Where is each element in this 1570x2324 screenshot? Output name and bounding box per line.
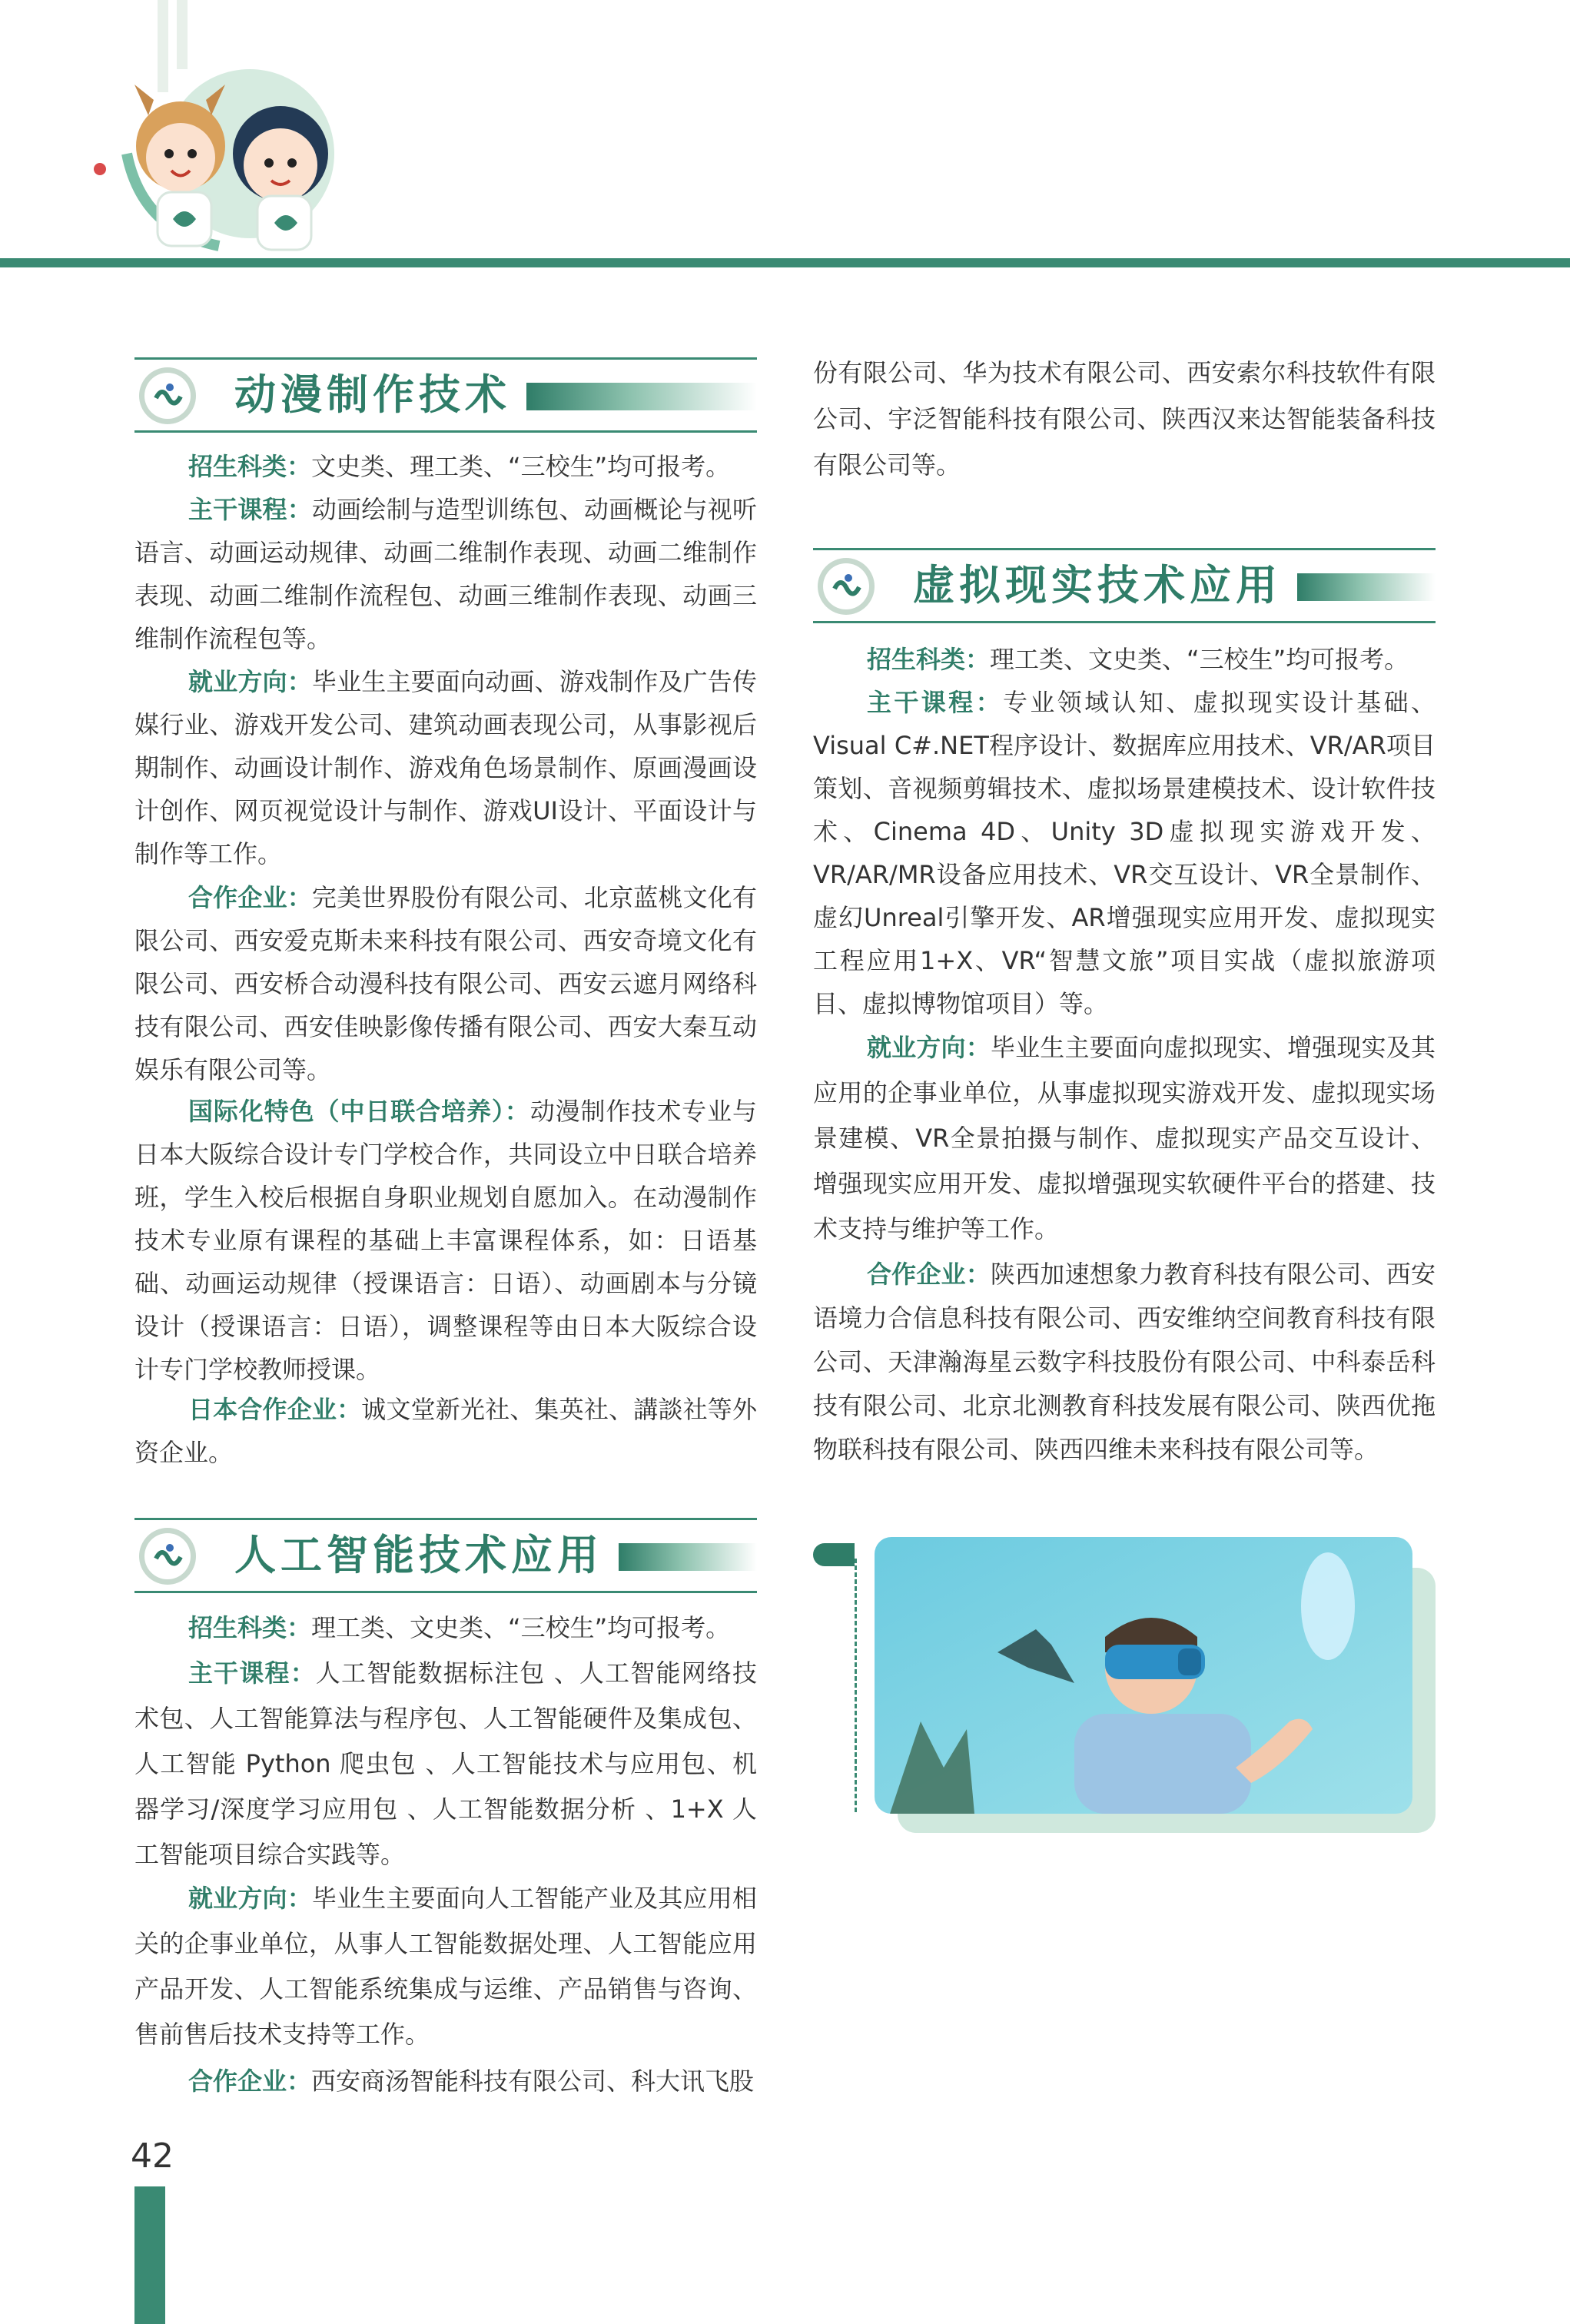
section-title-animation: 动漫制作技术	[234, 370, 511, 419]
enroll-text: 理工类、文史类、“三校生”均可报考。	[990, 645, 1409, 674]
section-title-ai: 人工智能技术应用	[234, 1531, 603, 1579]
photo-dashed-line	[855, 1559, 857, 1812]
section-title-vr: 虚拟现实技术应用	[913, 561, 1282, 609]
animation-partners	[134, 876, 757, 1091]
animation-career	[134, 660, 757, 875]
ai-career	[134, 1876, 757, 2057]
vr-enroll	[813, 638, 1436, 681]
courses-label: 主干课程：	[188, 1658, 316, 1688]
career-label: 就业方向：	[867, 1033, 991, 1062]
courses-text: 专业领域认知、虚拟现实设计基础、Visual C#.NET程序设计、数据库应用技术、VR/AR项目策划、音视频剪辑技术、虚拟场景建模技术、设计软件技术、Cinema 4D、Unity 3D虚拟现实游戏开发、VR/AR/MR设备应用技术、VR交互设计、VR全景制作、虚幻Unreal引擎开发、AR增强现实应用开发、虚拟现实工程应用1+X、VR“智慧文旅”项目实战（虚拟旅游项目、虚拟博物馆项目）等。	[813, 688, 1436, 1018]
page-tab-marker	[134, 2186, 165, 2324]
animation-enroll	[134, 445, 757, 488]
intl-text: 动漫制作技术专业与日本大阪综合设计专门学校合作，共同设立中日联合培养班，学生入校后根据自身职业规划自愿加入。在动漫制作技术专业原有课程的基础上丰富课程体系，如：日语基础、动画运动规律（授课语言：日语）、动画剧本与分镜设计（授课语言：日语），调整课程等由日本大阪综合设计专门学校教师授课。	[134, 1097, 757, 1384]
section-header-vr	[813, 548, 1436, 623]
vr-headset-photo	[875, 1537, 1412, 1814]
enroll-label: 招生科类：	[188, 1613, 312, 1642]
enroll-text: 理工类、文史类、“三校生”均可报考。	[311, 1613, 731, 1642]
title-accent-bar	[526, 383, 757, 410]
partners-label: 合作企业：	[867, 1260, 991, 1289]
enroll-label: 招生科类：	[867, 645, 991, 674]
title-accent-bar	[1297, 573, 1436, 601]
vr-courses	[813, 681, 1436, 1025]
partners-text: 完美世界股份有限公司、北京蓝桃文化有限公司、西安爱克斯未来科技有限公司、西安奇境文化有限公司、西安桥合动漫科技有限公司、西安云遮月网络科技有限公司、西安佳映影像传播有限公司、西安大秦互动娱乐有限公司等。	[134, 883, 757, 1084]
partners-label: 合作企业：	[188, 2067, 312, 2096]
photo-pin-marker	[813, 1543, 855, 1566]
title-accent-bar	[619, 1543, 757, 1571]
enroll-label: 招生科类：	[188, 452, 312, 481]
partners-text: 陕西加速想象力教育科技有限公司、西安语境力合信息科技有限公司、西安维纳空间教育科技有限公司、天津瀚海星云数字科技股份有限公司、中科泰岳科技有限公司、北京北测教育科技发展有限公司、陕西优拖物联科技有限公司、陕西四维未来科技有限公司等。	[813, 1260, 1436, 1464]
career-text: 毕业生主要面向虚拟现实、增强现实及其应用的企事业单位，从事虚拟现实游戏开发、虚拟现实场景建模、VR全景拍摄与制作、虚拟现实产品交互设计、增强现实应用开发、虚拟增强现实软硬件平台的搭建、技术支持与维护等工作。	[813, 1033, 1436, 1243]
career-text: 毕业生主要面向人工智能产业及其应用相关的企事业单位，从事人工智能数据处理、人工智能应用产品开发、人工智能系统集成与运维、产品销售与咨询、售前售后技术支持等工作。	[134, 1884, 757, 2049]
career-label: 就业方向：	[188, 667, 312, 696]
ai-partners-continued: 份有限公司、华为技术有限公司、西安索尔科技软件有限公司、宇泛智能科技有限公司、陕西汉来达智能装备科技有限公司等。	[813, 358, 1436, 480]
mascot-illustration	[73, 0, 380, 261]
intl-label: 国际化特色（中日联合培养）：	[188, 1097, 530, 1126]
enroll-text: 文史类、理工类、“三校生”均可报考。	[311, 452, 731, 481]
career-text: 毕业生主要面向动画、游戏制作及广告传媒行业、游戏开发公司、建筑动画表现公司，从事影视后期制作、动画设计制作、游戏角色场景制作、原画漫画设计创作、网页视觉设计与制作、游戏UI设计、平面设计与制作等工作。	[134, 667, 757, 868]
section-header-ai	[134, 1518, 757, 1593]
ai-partners	[134, 2060, 757, 2103]
animation-courses	[134, 488, 757, 660]
section-header-animation	[134, 357, 757, 433]
partners-label: 合作企业：	[188, 883, 312, 912]
career-label: 就业方向：	[188, 1884, 312, 1913]
jp-partners-text: 诚文堂新光社、集英社、講談社等外资企业。	[134, 1395, 757, 1467]
vr-career	[813, 1025, 1436, 1252]
courses-label: 主干课程：	[188, 495, 312, 524]
vr-partners	[813, 1253, 1436, 1472]
vr-photo-frame	[813, 1537, 1436, 1844]
school-logo-icon	[138, 1526, 197, 1586]
animation-intl	[134, 1090, 757, 1391]
ai-enroll	[134, 1606, 757, 1649]
jp-partners-label: 日本合作企业：	[188, 1395, 362, 1424]
courses-text: 人工智能数据标注包 、人工智能网络技术包、人工智能算法与程序包、人工智能硬件及集成包、人工智能 Python 爬虫包 、人工智能技术与应用包、机器学习/深度学习应用包 、人工智能数据分析 、1+X 人工智能项目综合实践等。	[134, 1658, 757, 1869]
partners-text: 西安商汤智能科技有限公司、科大讯飞股	[311, 2067, 755, 2096]
animation-jp-partners	[134, 1388, 757, 1474]
courses-text: 动画绘制与造型训练包、动画概论与视听语言、动画运动规律、动画二维制作表现、动画二维制作表现、动画二维制作流程包、动画三维制作表现、动画三维制作流程包等。	[134, 495, 757, 653]
page-number: 42	[131, 2136, 174, 2176]
school-logo-icon	[138, 366, 197, 426]
school-logo-icon	[816, 556, 876, 616]
ai-courses	[134, 1651, 757, 1877]
courses-label: 主干课程：	[867, 688, 1003, 717]
